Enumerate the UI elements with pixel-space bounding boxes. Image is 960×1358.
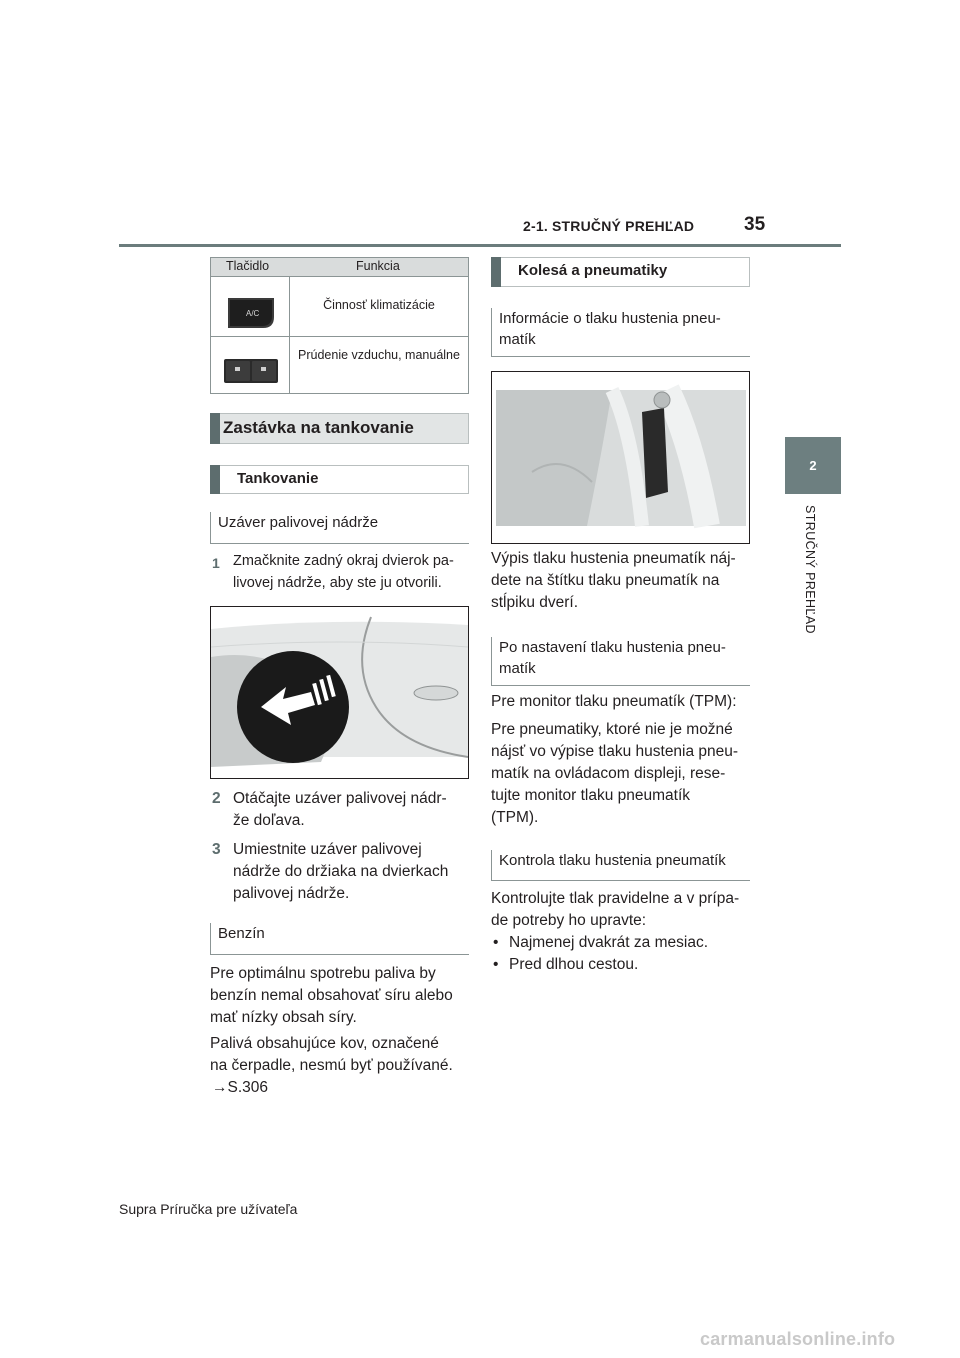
chapter-title-vertical: STRUČNÝ PREHĽAD bbox=[803, 505, 817, 634]
table-row-line bbox=[210, 336, 469, 337]
ac-button-label: A/C bbox=[246, 309, 260, 318]
caption-line-2: dete na štítku tlaku pneumatík na bbox=[491, 572, 720, 589]
section-marker bbox=[210, 413, 220, 444]
topic-check-pressure bbox=[491, 850, 750, 881]
chapter-number: 2 bbox=[809, 458, 817, 473]
check-para-line-2: de potreby ho upravte: bbox=[491, 912, 647, 929]
topic-after-adjust-line-2: matík bbox=[499, 660, 536, 677]
topic-check-pressure-label: Kontrola tlaku hustenia pneumatík bbox=[499, 852, 726, 869]
page-reference-link[interactable]: →S.306 bbox=[212, 1079, 269, 1096]
col-header-function: Funkcia bbox=[356, 259, 400, 273]
reset-para-line-5: (TPM). bbox=[491, 809, 539, 826]
airflow-buttons-icon bbox=[223, 356, 279, 386]
section-title: Zastávka na tankovanie bbox=[223, 418, 414, 437]
caption-line-1: Výpis tlaku hustenia pneumatík náj- bbox=[491, 550, 736, 567]
ac-button-icon bbox=[224, 295, 278, 331]
header-rule bbox=[119, 244, 841, 247]
topic-petrol bbox=[210, 923, 469, 955]
topic-tire-info-line-2: matík bbox=[499, 331, 536, 348]
step-2-line-2: že doľava. bbox=[233, 812, 305, 829]
subsection-marker bbox=[491, 257, 501, 287]
petrol-para-2-line-1: Palivá obsahujúce kov, označené bbox=[210, 1035, 439, 1052]
step-3-line-1: Umiestnite uzáver palivovej bbox=[233, 841, 422, 858]
step-2-line-1: Otáčajte uzáver palivovej nádr- bbox=[233, 790, 447, 807]
topic-fuel-cap bbox=[210, 512, 469, 544]
petrol-para-1-line-1: Pre optimálnu spotrebu paliva by bbox=[210, 965, 436, 982]
step-2-number: 2 bbox=[212, 790, 221, 807]
topic-fuel-cap-label: Uzáver palivovej nádrže bbox=[218, 514, 379, 531]
page-number: 35 bbox=[744, 214, 766, 235]
topic-petrol-label: Benzín bbox=[218, 925, 265, 942]
bullet-dot: • bbox=[493, 956, 499, 973]
tpm-para: Pre monitor tlaku pneumatík (TPM): bbox=[491, 693, 737, 710]
footer-manual-title: Supra Príručka pre užívateľa bbox=[119, 1201, 298, 1217]
section-bar bbox=[210, 413, 469, 444]
subsection-bar bbox=[210, 465, 469, 494]
topic-tire-info bbox=[491, 308, 750, 357]
door-pillar-photo bbox=[491, 371, 750, 544]
watermark: carmanualsonline.info bbox=[700, 1329, 896, 1349]
bullet-dot: • bbox=[493, 934, 499, 951]
subsection-marker bbox=[210, 465, 220, 494]
col-header-button: Tlačidlo bbox=[226, 259, 270, 273]
step-1-line-1: Zmačknite zadný okraj dvierok pa- bbox=[233, 553, 454, 569]
reset-para-line-1: Pre pneumatiky, ktoré nie je možné bbox=[491, 721, 733, 738]
step-3-line-2: nádrže do držiaka na dvierkach bbox=[233, 863, 449, 880]
step-1-line-2: livovej nádrže, aby ste ju otvorili. bbox=[233, 575, 442, 591]
running-header-title: 2-1. STRUČNÝ PREHĽAD bbox=[523, 218, 695, 234]
petrol-para-2-line-2: na čerpadle, nesmú byť používané. bbox=[210, 1057, 453, 1074]
fuel-flap-photo bbox=[210, 606, 469, 779]
reset-para-line-3: matík na ovládacom displeji, rese- bbox=[491, 765, 726, 782]
topic-tire-info-line-1: Informácie o tlaku hustenia pneu- bbox=[499, 310, 721, 327]
subsection-bar-wheels bbox=[491, 257, 750, 287]
check-para-line-1: Kontrolujte tlak pravidelne a v prípa- bbox=[491, 890, 740, 907]
function-ac: Činnosť klimatizácie bbox=[323, 298, 435, 312]
reset-para-line-4: tujte monitor tlaku pneumatík bbox=[491, 787, 691, 804]
topic-after-adjust bbox=[491, 637, 750, 686]
topic-after-adjust-line-1: Po nastavení tlaku hustenia pneu- bbox=[499, 639, 726, 656]
function-airflow: Prúdenie vzduchu, manuálne bbox=[298, 348, 460, 362]
petrol-para-1-line-3: mať nízky obsah síry. bbox=[210, 1009, 357, 1026]
bullet-item-1: Najmenej dvakrát za mesiac. bbox=[509, 934, 708, 951]
step-3-line-3: palivovej nádrže. bbox=[233, 885, 350, 902]
step-3-number: 3 bbox=[212, 841, 221, 858]
subsection-title-wheels: Kolesá a pneumatiky bbox=[518, 262, 668, 279]
bullet-item-2: Pred dlhou cestou. bbox=[509, 956, 639, 973]
caption-line-3: stĺpiku dverí. bbox=[491, 594, 579, 611]
petrol-para-1-line-2: benzín nemal obsahovať síru alebo bbox=[210, 987, 453, 1004]
step-1-number: 1 bbox=[212, 555, 220, 571]
reset-para-line-2: nájsť vo výpise tlaku hustenia pneu- bbox=[491, 743, 739, 760]
subsection-title: Tankovanie bbox=[237, 470, 319, 487]
